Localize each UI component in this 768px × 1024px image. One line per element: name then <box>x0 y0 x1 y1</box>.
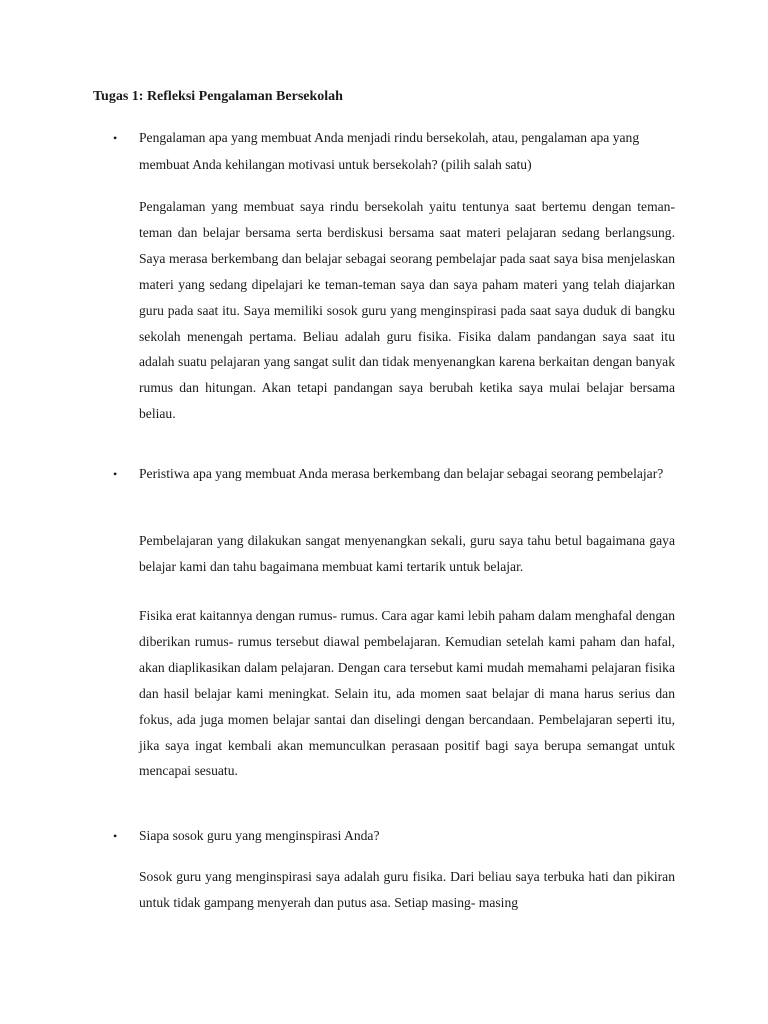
document-title: Tugas 1: Refleksi Pengalaman Bersekolah <box>93 89 343 104</box>
question-1: Pengalaman apa yang membuat Anda menjadi rindu bersekolah, atau, pengalaman apa yang membuat Anda kehilangan motivasi untuk bersekolah? (pilih salah satu) <box>139 130 640 172</box>
answer-2-paragraph-1: Pembelajaran yang dilakukan sangat menyenangkan sekali, guru saya tahu betul bagaimana gaya belajar kami dan tahu bagaimana membuat kami tertarik untuk belajar. <box>139 533 675 574</box>
question-2: Peristiwa apa yang membuat Anda merasa berkembang dan belajar sebagai seorang pembelajar? <box>139 466 664 481</box>
answer-3: Sosok guru yang menginspirasi saya adalah guru fisika. Dari beliau saya terbuka hati dan pikiran untuk tidak gampang menyerah dan putus asa. Setiap masing- masing <box>139 869 675 910</box>
bullet-icon: • <box>113 467 118 481</box>
bullet-icon: • <box>113 131 118 145</box>
bullet-icon: • <box>113 829 118 843</box>
answer-1: Pengalaman yang membuat saya rindu bersekolah yaitu tentunya saat bertemu dengan teman-teman dan belajar bersama serta berdiskusi bersama saat materi pelajaran sedang berlangsung. Saya merasa berkembang dan belajar sebagai seorang pembelajar pada saat saya bisa menjelaskan materi yang sedang dipelajari ke teman-teman saya dan saya paham materi yang telah diajarkan guru pada saat itu. Saya memiliki sosok guru yang menginspirasi pada saat saya duduk di bangku sekolah menengah pertama. Beliau adalah guru fisika. Fisika dalam pandangan saya saat itu adalah suatu pelajaran yang sangat sulit dan tidak menyenangkan karena berkaitan dengan banyak rumus dan hitungan. Akan tetapi pandangan saya berubah ketika saya mulai belajar bersama beliau. <box>139 199 675 422</box>
answer-2-paragraph-2: Fisika erat kaitannya dengan rumus- rumus. Cara agar kami lebih paham dalam menghafal dengan diberikan rumus- rumus tersebut diawal pembelajaran. Kemudian setelah kami paham dan hafal, akan diaplikasikan dalam pelajaran. Dengan cara tersebut kami mudah memahami pelajaran fisika dan hasil belajar kami meningkat. Selain itu, ada momen saat belajar di mana harus serius dan fokus, ada juga momen belajar santai dan diselingi dengan bercandaan. Pembelajaran seperti itu, jika saya ingat kembali akan memunculkan perasaan positif bagi saya berupa semangat untuk mencapai sesuatu. <box>139 608 675 779</box>
question-3: Siapa sosok guru yang menginspirasi Anda? <box>139 828 380 843</box>
